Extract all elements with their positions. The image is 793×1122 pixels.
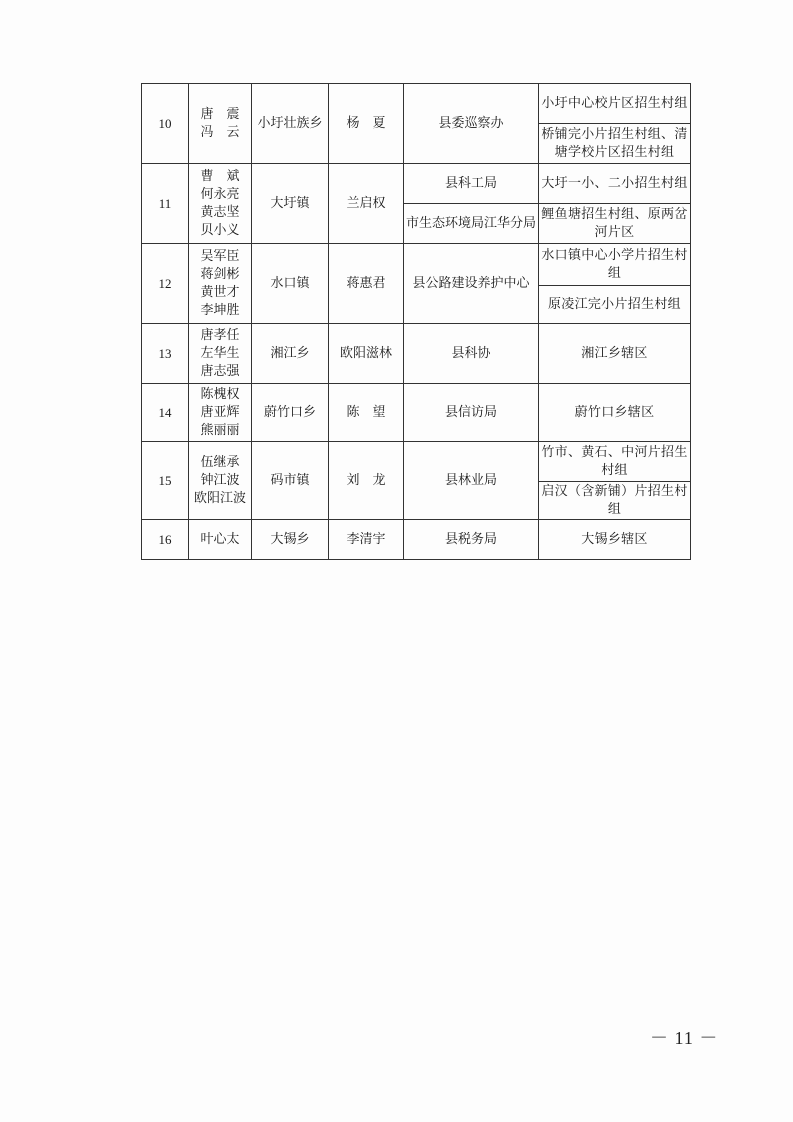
member-names: [189, 384, 252, 442]
member-name: 左华生: [200, 345, 240, 361]
responsible-unit: 市生态环境局江华分局: [404, 204, 539, 244]
township: 小圩壮族乡: [252, 84, 329, 164]
enrollment-area: 小圩中心校片区招生村组: [539, 84, 691, 124]
responsible-unit: 县科协: [404, 324, 539, 384]
responsible-unit: 县科工局: [404, 164, 539, 204]
member-name: 冯 云: [200, 124, 240, 140]
member-name: 钟江波: [200, 472, 240, 488]
township: 水口镇: [252, 244, 329, 324]
member-name: 黄世才: [200, 284, 240, 300]
responsible-unit: 县林业局: [404, 442, 539, 520]
member-name: 蒋剑彬: [200, 266, 240, 282]
member-names: [189, 84, 252, 164]
member-name: 贝小义: [200, 222, 240, 238]
member-name: 欧阳江波: [193, 490, 246, 506]
enrollment-area: 原凌江完小片招生村组: [539, 286, 691, 324]
enrollment-area: 水口镇中心小学片招生村组: [539, 244, 691, 286]
assignment-table: [141, 83, 691, 560]
township: 大锡乡: [252, 520, 329, 560]
row-number: 11: [142, 164, 189, 244]
leader-name: 陈 望: [329, 384, 404, 442]
member-name: 陈槐权: [200, 386, 240, 402]
table-row: [142, 324, 691, 384]
member-name: 何永亮: [200, 186, 240, 202]
table-row: [142, 244, 691, 286]
member-name: 黄志坚: [200, 204, 240, 220]
member-names: [189, 324, 252, 384]
enrollment-area: 大锡乡辖区: [539, 520, 691, 560]
enrollment-area: 鲤鱼塘招生村组、原两岔河片区: [539, 204, 691, 244]
enrollment-area: 蔚竹口乡辖区: [539, 384, 691, 442]
responsible-unit: 县公路建设养护中心: [404, 244, 539, 324]
row-number: 14: [142, 384, 189, 442]
leader-name: 刘 龙: [329, 442, 404, 520]
responsible-unit: 县税务局: [404, 520, 539, 560]
row-number: 13: [142, 324, 189, 384]
table-row: [142, 384, 691, 442]
member-name: 伍继承: [200, 454, 240, 470]
table-row: [142, 520, 691, 560]
member-name: 叶心太: [200, 531, 240, 547]
row-number: 12: [142, 244, 189, 324]
enrollment-area: 启汉（含新铺）片招生村组: [539, 482, 691, 520]
row-number: 15: [142, 442, 189, 520]
table-row: [142, 442, 691, 482]
member-name: 唐孝任: [200, 327, 240, 343]
member-name: 曹 斌: [200, 168, 240, 184]
member-name: 熊丽丽: [200, 422, 240, 438]
row-number: 10: [142, 84, 189, 164]
responsible-unit: 县委巡察办: [404, 84, 539, 164]
row-number: 16: [142, 520, 189, 560]
enrollment-area: 桥铺完小片招生村组、清塘学校片区招生村组: [539, 124, 691, 164]
leader-name: 兰启权: [329, 164, 404, 244]
member-name: 唐 震: [200, 106, 240, 122]
member-name: 吴军臣: [200, 248, 240, 264]
leader-name: 杨 夏: [329, 84, 404, 164]
township: 大圩镇: [252, 164, 329, 244]
page-number: － 11 －: [650, 1028, 719, 1048]
table-row: [142, 164, 691, 204]
responsible-unit: 县信访局: [404, 384, 539, 442]
member-names: [189, 164, 252, 244]
member-name: 唐志强: [200, 363, 240, 379]
township: 湘江乡: [252, 324, 329, 384]
township: 蔚竹口乡: [252, 384, 329, 442]
member-name: 唐亚辉: [200, 404, 240, 420]
member-names: [189, 442, 252, 520]
leader-name: 李清宇: [329, 520, 404, 560]
leader-name: 欧阳滋林: [329, 324, 404, 384]
leader-name: 蒋惠君: [329, 244, 404, 324]
enrollment-area: 湘江乡辖区: [539, 324, 691, 384]
member-names: [189, 244, 252, 324]
table-row: [142, 84, 691, 124]
enrollment-area: 竹市、黄石、中河片招生村组: [539, 442, 691, 482]
member-names: [189, 520, 252, 560]
member-name: 李坤胜: [200, 302, 240, 318]
township: 码市镇: [252, 442, 329, 520]
enrollment-area: 大圩一小、二小招生村组: [539, 164, 691, 204]
